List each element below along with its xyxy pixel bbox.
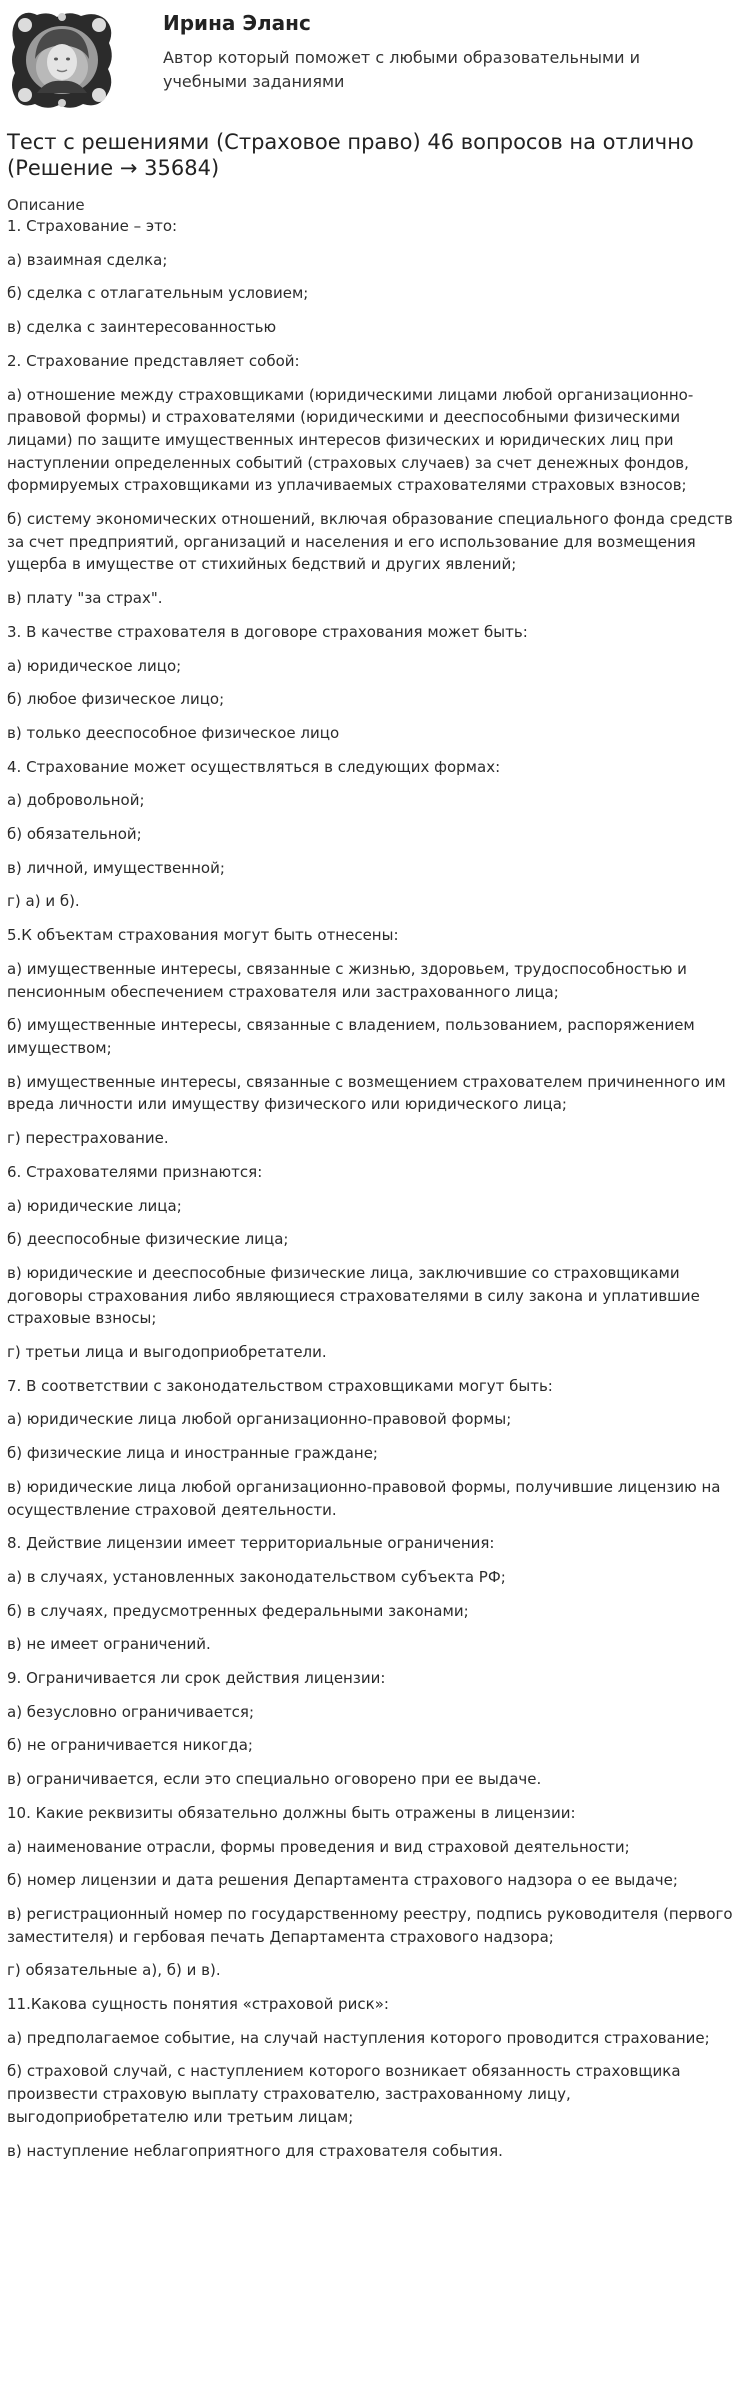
answer-option: г) третьи лица и выгодоприобретатели. xyxy=(7,1343,327,1362)
answer-option: в) юридические лица любой организационно-правовой формы, получившие лицензию на осуществление страховой деятельности. xyxy=(7,1477,721,1519)
answer-option: б) страховой случай, с наступлением которого возникает обязанность страховщика произвести страховую выплату страхователю, застрахованному лицу, выгодоприобретателю или третьим лицам; xyxy=(7,2062,681,2126)
answer-option: г) обязательные а), б) и в). xyxy=(7,1961,221,1980)
answer-option: а) взаимная сделка; xyxy=(7,250,168,269)
description-content xyxy=(7,215,743,2162)
answer-option: а) безусловно ограничивается; xyxy=(7,1702,255,1721)
answer-option: в) не имеет ограничений. xyxy=(7,1635,211,1654)
answer-option: в) плату "за страх". xyxy=(7,589,163,608)
answer-option: а) наименование отрасли, формы проведения и вид страховой деятельности; xyxy=(7,1837,630,1856)
answer-option: б) дееспособные физические лица; xyxy=(7,1230,289,1249)
answer-option: в) только дееспособное физическое лицо xyxy=(7,723,340,742)
answer-option: б) обязательной; xyxy=(7,825,142,844)
question-text: 7. В соответствии с законодательством страховщиками могут быть: xyxy=(7,1376,553,1395)
answer-option: б) имущественные интересы, связанные с владением, пользованием, распоряжением имуществом; xyxy=(7,1016,695,1057)
answer-option: б) любое физическое лицо; xyxy=(7,690,225,709)
answer-option: г) а) и б). xyxy=(7,892,80,911)
question-text: 11.Какова сущность понятия «страховой риск»: xyxy=(7,1995,389,2014)
author-card xyxy=(0,0,750,118)
question-text: 3. В качестве страхователя в договоре страхования может быть: xyxy=(7,622,528,641)
question-text: 5.К объектам страхования могут быть отнесены: xyxy=(7,926,399,945)
answer-option: б) систему экономических отношений, включая образование специального фонда средств за счет предприятий, организаций и населения и его использование для возмещения ущерба в имуществе от стихийных бедствий и других явлений; xyxy=(7,510,733,574)
author-avatar[interactable] xyxy=(7,7,117,112)
question-text: 9. Ограничивается ли срок действия лицензии: xyxy=(7,1669,386,1688)
answer-option: а) имущественные интересы, связанные с жизнью, здоровьем, трудоспособностью и пенсионным обеспечением страхователя или застрахованного лица; xyxy=(7,959,687,1001)
answer-option: б) в случаях, предусмотренных федеральными законами; xyxy=(7,1601,469,1620)
question-text: 2. Страхование представляет собой: xyxy=(7,351,300,370)
answer-option: в) регистрационный номер по государственному реестру, подпись руководителя (первого заместителя) и гербовая печать Департамента страхового надзора; xyxy=(7,1904,733,1946)
answer-option: а) юридическое лицо; xyxy=(7,656,182,675)
answer-option: в) сделка с заинтересованностью xyxy=(7,318,277,337)
answer-option: в) имущественные интересы, связанные с возмещением страхователем причиненного им вреда личности или имуществу физического или юридического лица; xyxy=(7,1072,726,1114)
author-name[interactable]: Ирина Эланс xyxy=(163,11,311,35)
answer-option: г) перестрахование. xyxy=(7,1129,169,1148)
answer-option: а) предполагаемое событие, на случай наступления которого проводится страхование; xyxy=(7,2028,710,2047)
answer-option: б) номер лицензии и дата решения Департамента страхового надзора о ее выдаче; xyxy=(7,1871,678,1890)
question-text: 8. Действие лицензии имеет территориальные ограничения: xyxy=(7,1534,495,1553)
answer-option: в) личной, имущественной; xyxy=(7,858,225,877)
answer-option: а) в случаях, установленных законодательством субъекта РФ; xyxy=(7,1567,506,1586)
question-text: 4. Страхование может осуществляться в следующих формах: xyxy=(7,757,501,776)
answer-option: б) не ограничивается никогда; xyxy=(7,1736,253,1755)
question-text: 10. Какие реквизиты обязательно должны быть отражены в лицензии: xyxy=(7,1803,576,1822)
description-label: Описание xyxy=(7,196,85,214)
answer-option: б) физические лица и иностранные граждане; xyxy=(7,1444,378,1463)
question-text: 6. Страхователями признаются: xyxy=(7,1162,263,1181)
answer-option: б) сделка с отлагательным условием; xyxy=(7,284,309,303)
answer-option: в) юридические и дееспособные физические лица, заключившие со страховщиками договоры страхования либо являющиеся страхователями в силу закона и уплатившие страховые взносы; xyxy=(7,1263,700,1328)
answer-option: а) отношение между страховщиками (юридическими лицами любой организационно-правовой формы) и страхователями (юридическими и дееспособными физическими лицами) по защите имущественных интересов физических и юридических лиц при наступлении определенных событий (страховых случаев) за счет денежных фондов, формируемых страховщиками из уплачиваемых страхователями страховых взносов; xyxy=(7,385,694,495)
answer-option: в) наступление неблагоприятного для страхователя события. xyxy=(7,2141,503,2160)
page-title: Тест с решениями (Страховое право) 46 вопросов на отлично (Решение → 35684) xyxy=(7,130,694,180)
answer-option: в) ограничивается, если это специально оговорено при ее выдаче. xyxy=(7,1770,542,1789)
answer-option: а) юридические лица любой организационно-правовой формы; xyxy=(7,1410,512,1429)
answer-option: а) добровольной; xyxy=(7,791,145,810)
question-text: 1. Страхование – это: xyxy=(7,217,178,235)
answer-option: а) юридические лица; xyxy=(7,1196,182,1215)
author-description: Автор который поможет с любыми образовательными и учебными заданиями xyxy=(163,48,640,91)
